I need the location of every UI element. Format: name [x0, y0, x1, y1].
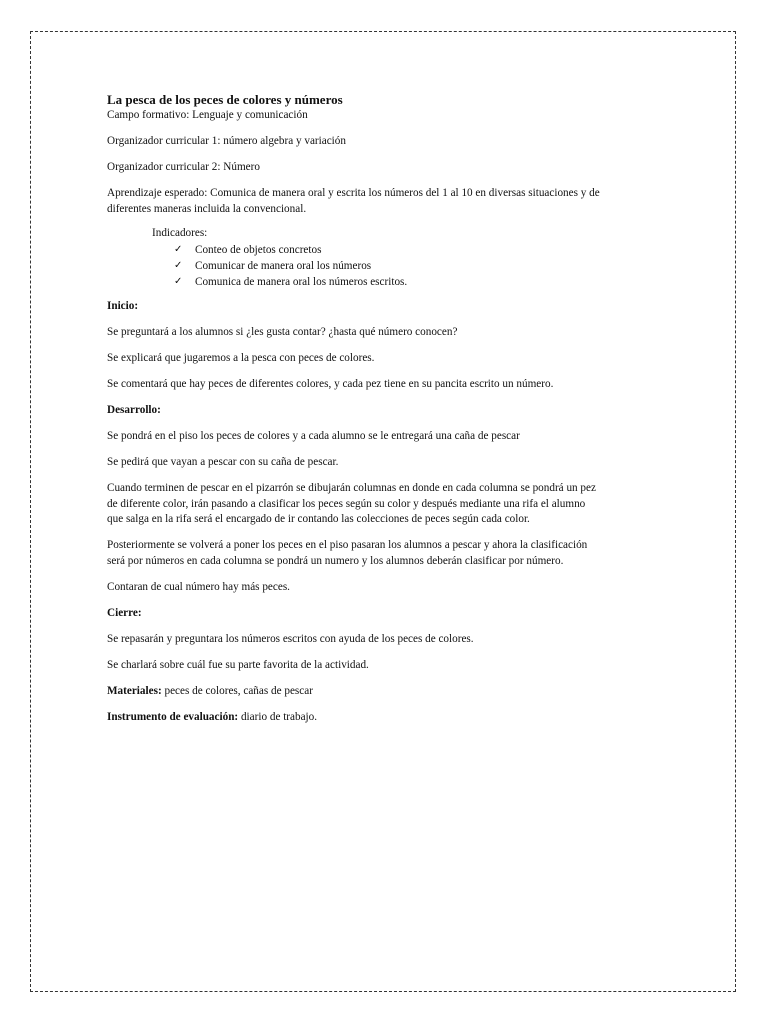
inicio-paragraph-2: Se explicará que jugaremos a la pesca con peces de colores.: [107, 352, 375, 364]
checkmark-icon: ✓: [174, 244, 183, 255]
organizador-1: Organizador curricular 1: número algebra y variación: [107, 135, 346, 147]
instrumento-line: [107, 710, 667, 726]
inicio-paragraph-1: Se preguntará a los alumnos si ¿les gusta contar? ¿hasta qué número conocen?: [107, 326, 458, 338]
aprendizaje-line-1: Aprendizaje esperado: Comunica de manera oral y escrita los números del 1 al 10 en diversas situaciones y de: [107, 187, 600, 199]
desarrollo-paragraph-4: [107, 538, 667, 569]
desarrollo-paragraph-1: Se pondrá en el piso los peces de colores y a cada alumno se le entregará una caña de pescar: [107, 430, 520, 442]
desarrollo-p4-line-1: Posteriormente se volverá a poner los peces en el piso pasaran los alumnos a pescar y ahora la clasificación: [107, 539, 588, 551]
organizador-2: Organizador curricular 2: Número: [107, 161, 260, 173]
checkmark-icon: ✓: [174, 260, 183, 271]
checkmark-icon: ✓: [174, 276, 183, 287]
cierre-heading: Cierre:: [107, 606, 142, 619]
aprendizaje-esperado: [107, 186, 667, 217]
document-title: La pesca de los peces de colores y números: [107, 92, 343, 107]
indicadores-label: Indicadores:: [152, 226, 208, 239]
materiales-line: [107, 684, 667, 700]
desarrollo-p3-line-2: de diferente color, irán pasando a clasificar los peces según su color y después mediante una rifa el alumno: [107, 497, 586, 510]
desarrollo-p3-line-3: que salga en la rifa será el encargado de ir contando las colecciones de peces según cada color.: [107, 513, 530, 525]
desarrollo-heading: Desarrollo:: [107, 404, 161, 416]
indicador-text: Comunica de manera oral los números escritos.: [195, 276, 408, 288]
aprendizaje-line-2: diferentes maneras incluida la convencional.: [107, 202, 307, 215]
list-item: [174, 258, 667, 274]
document-content: [107, 92, 667, 736]
document-page: [30, 31, 736, 992]
desarrollo-p4-line-2: será por números en cada columna se pondrá un numero y los alumnos deberán clasificar por número.: [107, 554, 564, 567]
cierre-paragraph-2: Se charlará sobre cuál fue su parte favorita de la actividad.: [107, 658, 369, 671]
indicadores-list: [152, 242, 667, 290]
materiales-label: Materiales:: [107, 684, 162, 697]
desarrollo-paragraph-3: [107, 481, 667, 528]
instrumento-label: Instrumento de evaluación:: [107, 710, 239, 723]
inicio-paragraph-3: Se comentará que hay peces de diferentes colores, y cada pez tiene en su pancita escrito un número.: [107, 378, 554, 390]
instrumento-value: diario de trabajo.: [238, 710, 318, 723]
campo-formativo: Campo formativo: Lenguaje y comunicación: [107, 109, 308, 121]
indicadores-block: [152, 226, 667, 291]
desarrollo-paragraph-5: Contaran de cual número hay más peces.: [107, 580, 290, 593]
inicio-heading: Inicio:: [107, 300, 139, 312]
list-item: [174, 274, 667, 290]
cierre-paragraph-1: Se repasarán y preguntara los números escritos con ayuda de los peces de colores.: [107, 632, 474, 645]
desarrollo-p3-line-1: Cuando terminen de pescar en el pizarrón se dibujarán columnas en donde en cada columna se pondrá un pez: [107, 482, 596, 494]
materiales-value: peces de colores, cañas de pescar: [161, 684, 313, 697]
desarrollo-paragraph-2: Se pedirá que vayan a pescar con su caña de pescar.: [107, 456, 339, 468]
indicador-text: Conteo de objetos concretos: [195, 244, 322, 256]
indicador-text: Comunicar de manera oral los números: [195, 260, 372, 272]
list-item: [174, 242, 667, 258]
